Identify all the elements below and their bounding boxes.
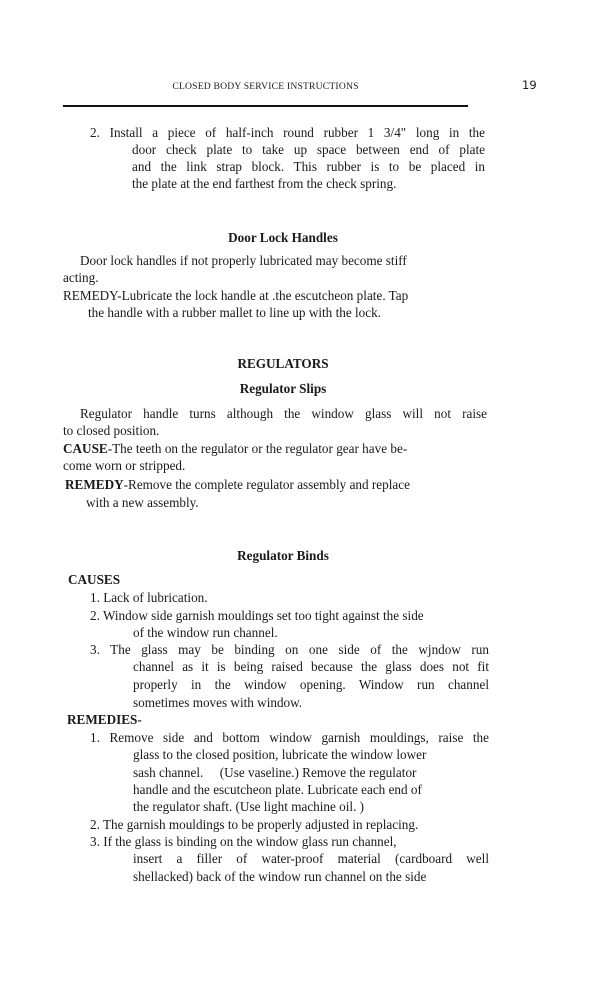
cause-item-line: sometimes moves with window. bbox=[133, 695, 303, 710]
running-header: CLOSED BODY SERVICE INSTRUCTIONS bbox=[172, 81, 359, 92]
cause-item-line: of the window run channel. bbox=[133, 625, 278, 640]
cause-item: 3. The glass may be binding on one side of the wjndow run bbox=[90, 642, 489, 657]
remedy-item-line: shellacked) back of the window run channel on the side bbox=[133, 869, 427, 884]
section-heading: REGULATORS bbox=[237, 356, 329, 371]
intro-item-line: the plate at the end farthest from the check spring. bbox=[132, 176, 397, 191]
remedies-label: REMEDIES- bbox=[67, 712, 142, 727]
remedy-item: 1. Remove side and bottom window garnish mouldings, raise the bbox=[90, 730, 489, 745]
remedy-line: the handle with a rubber mallet to line up with the lock. bbox=[88, 305, 381, 320]
remedy-item-line: sash channel. (Use vaseline.) Remove the regulator bbox=[133, 765, 417, 780]
cause-item: 1. Lack of lubrication. bbox=[90, 590, 208, 605]
cause-line: come worn or stripped. bbox=[63, 458, 186, 473]
paragraph-line: to closed position. bbox=[63, 423, 160, 438]
intro-item-line: door check plate to take up space between end of plate bbox=[132, 142, 485, 157]
remedy-item-line: insert a filler of water-proof material (cardboard well bbox=[133, 851, 489, 866]
cause-line: CAUSE-The teeth on the regulator or the regulator gear have be- bbox=[63, 441, 408, 456]
remedy-item-line: the regulator shaft. (Use light machine oil. ) bbox=[133, 799, 365, 814]
cause-item-line: properly in the window opening. Window run channel bbox=[133, 677, 489, 692]
intro-item-line: 2. Install a piece of half-inch round rubber 1 3/4" long in the bbox=[90, 125, 485, 140]
remedy-item-line: glass to the closed position, lubricate the window lower bbox=[133, 747, 427, 762]
page-number: 19 bbox=[522, 78, 537, 92]
remedy-item: 2. The garnish mouldings to be properly adjusted in replacing. bbox=[90, 817, 419, 832]
cause-item: 2. Window side garnish mouldings set too tight against the side bbox=[90, 608, 424, 623]
remedy-line: with a new assembly. bbox=[86, 495, 199, 510]
remedy-line: REMEDY-Lubricate the lock handle at .the escutcheon plate. Tap bbox=[63, 288, 409, 303]
subsection-heading: Regulator Binds bbox=[237, 548, 329, 563]
cause-item-line: channel as it is being raised because the glass does not fit bbox=[133, 659, 489, 674]
subsection-heading: Regulator Slips bbox=[239, 381, 327, 396]
paragraph-line: Door lock handles if not properly lubricated may become stiff bbox=[80, 253, 407, 268]
remedy-line: REMEDY-Remove the complete regulator assembly and replace bbox=[65, 477, 410, 492]
causes-label: CAUSES bbox=[68, 572, 121, 587]
header-rule bbox=[63, 105, 468, 107]
intro-item-line: and the link strap block. This rubber is to be placed in bbox=[132, 159, 485, 174]
section-heading: Door Lock Handles bbox=[228, 230, 338, 245]
remedy-item: 3. If the glass is binding on the window glass run channel, bbox=[90, 834, 397, 849]
remedy-item-line: handle and the escutcheon plate. Lubricate each end of bbox=[133, 782, 422, 797]
paragraph-line: Regulator handle turns although the window glass will not raise bbox=[80, 406, 487, 421]
paragraph-line: acting. bbox=[63, 270, 99, 285]
